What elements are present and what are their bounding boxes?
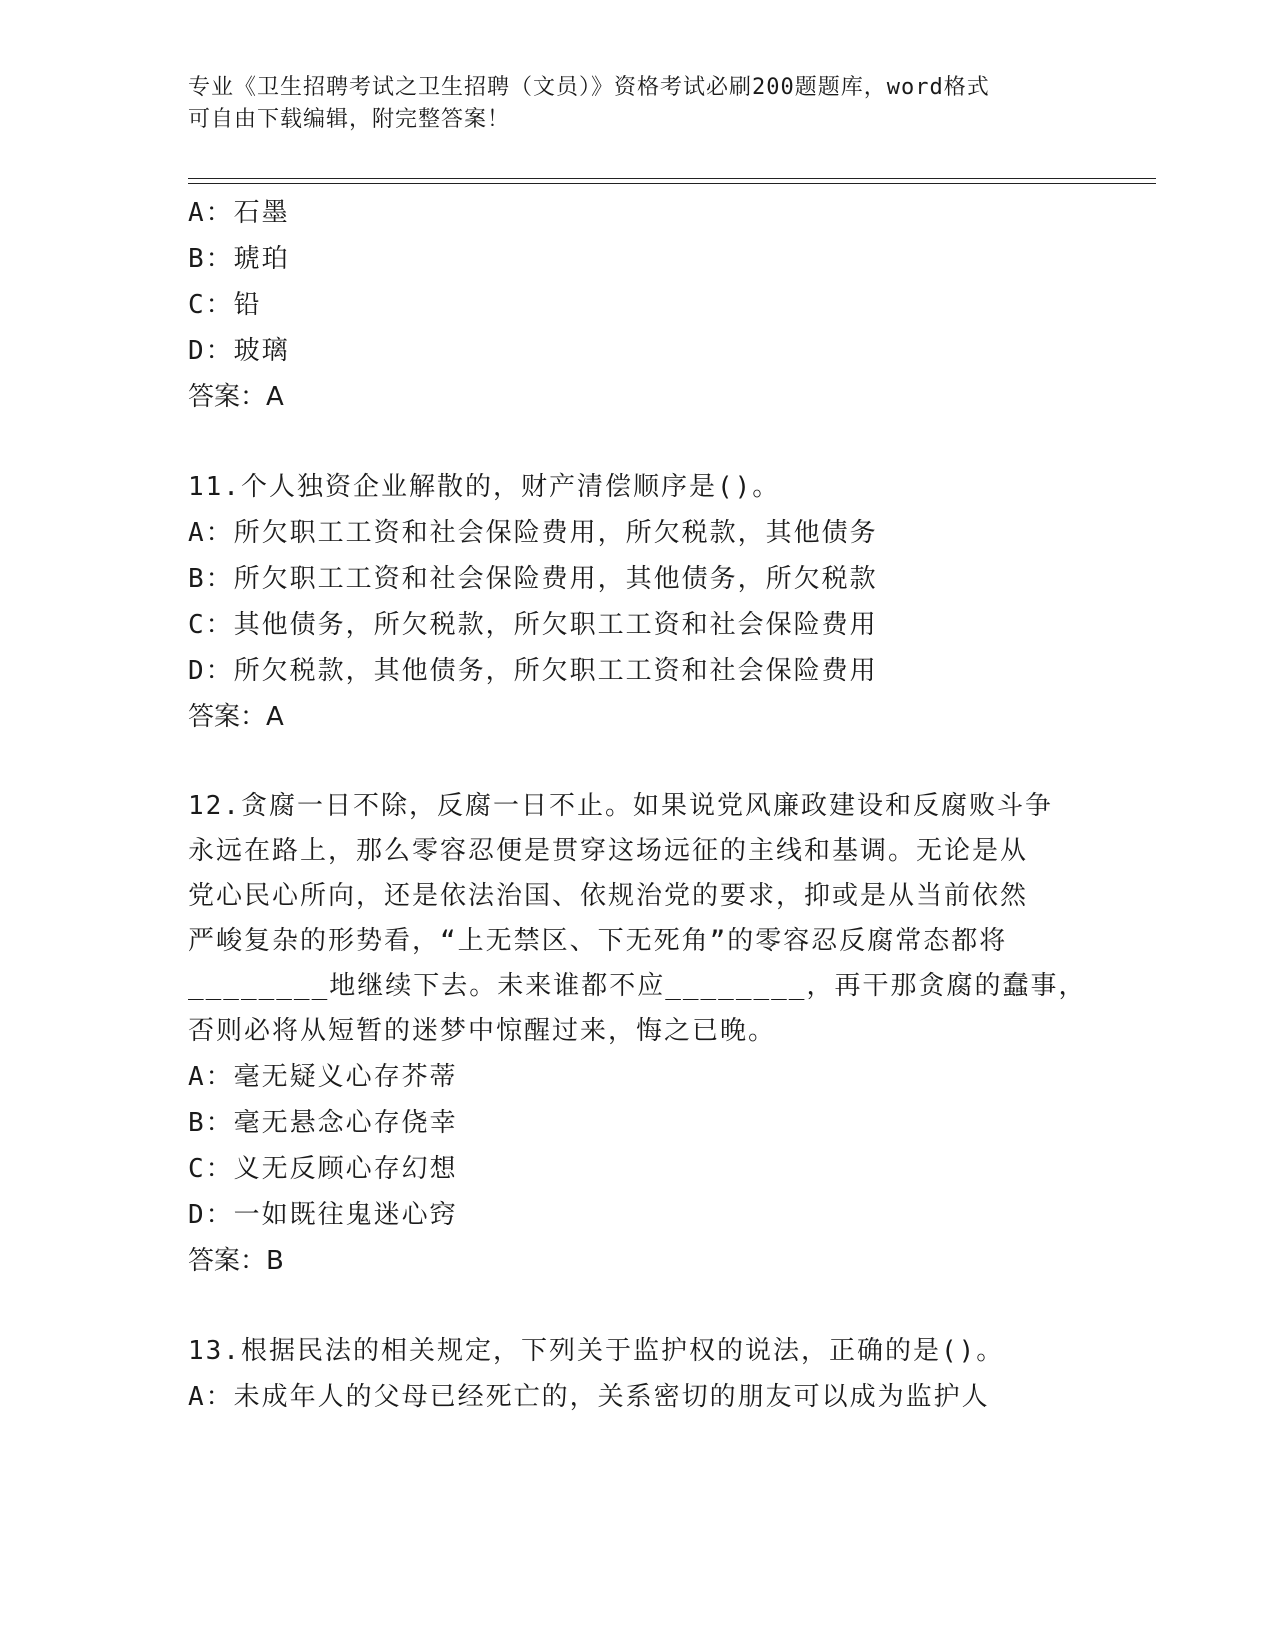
- question-text: 13.根据民法的相关规定，下列关于监护权的说法，正确的是()。: [188, 1336, 1005, 1366]
- header-line-1: 专业《卫生招聘考试之卫生招聘（文员）》资格考试必刷200题题库，word格式: [188, 75, 990, 100]
- answer-line: 答案：A: [188, 382, 284, 412]
- option-d: D：玻璃: [188, 336, 290, 366]
- header-line-2: 可自由下载编辑，附完整答案！: [188, 107, 511, 132]
- option-a: A：毫无疑义心存芥蒂: [188, 1062, 458, 1092]
- header-divider-top: [188, 178, 1156, 179]
- option-c: C：其他债务，所欠税款，所欠职工工资和社会保险费用: [188, 610, 878, 640]
- question-text: [188, 784, 1088, 1054]
- spacer: [188, 1284, 1088, 1328]
- question-11: [188, 464, 1088, 740]
- option-a: A：所欠职工工资和社会保险费用，所欠税款，其他债务: [188, 518, 878, 548]
- question-12: [188, 784, 1088, 1284]
- option-c: C：义无反顾心存幻想: [188, 1154, 458, 1184]
- option-d: D：所欠税款，其他债务，所欠职工工资和社会保险费用: [188, 656, 878, 686]
- question-10: [188, 190, 1088, 420]
- option-b: B：琥珀: [188, 244, 290, 274]
- spacer: [188, 740, 1088, 784]
- question-line: 12.贪腐一日不除，反腐一日不止。如果说党风廉政建设和反腐败斗争: [188, 791, 1053, 821]
- answer-line: 答案：A: [188, 702, 284, 732]
- option-b: B：所欠职工工资和社会保险费用，其他债务，所欠税款: [188, 564, 878, 594]
- answer-line: 答案：B: [188, 1246, 284, 1276]
- question-line: 严峻复杂的形势看，“上无禁区、下无死角”的零容忍反腐常态都将: [188, 926, 1008, 956]
- question-line: ________地继续下去。未来谁都不应________，再干那贪腐的蠢事，: [188, 971, 1087, 1001]
- spacer: [188, 420, 1088, 464]
- question-line: 党心民心所向，还是依法治国、依规治党的要求，抑或是从当前依然: [188, 881, 1029, 911]
- option-d: D：一如既往鬼迷心窍: [188, 1200, 458, 1230]
- header-divider-bottom: [188, 183, 1156, 184]
- option-a: A：未成年人的父母已经死亡的，关系密切的朋友可以成为监护人: [188, 1382, 990, 1412]
- question-list: [188, 190, 1088, 1420]
- document-header: [188, 72, 1088, 136]
- question-line: 永远在路上，那么零容忍便是贯穿这场远征的主线和基调。无论是从: [188, 836, 1029, 866]
- option-c: C：铅: [188, 290, 262, 320]
- option-b: B：毫无悬念心存侥幸: [188, 1108, 458, 1138]
- question-text: 11.个人独资企业解散的，财产清偿顺序是()。: [188, 472, 781, 502]
- option-a: A：石墨: [188, 198, 290, 228]
- question-line: 否则必将从短暂的迷梦中惊醒过来，悔之已晚。: [188, 1016, 777, 1046]
- question-13: [188, 1328, 1088, 1420]
